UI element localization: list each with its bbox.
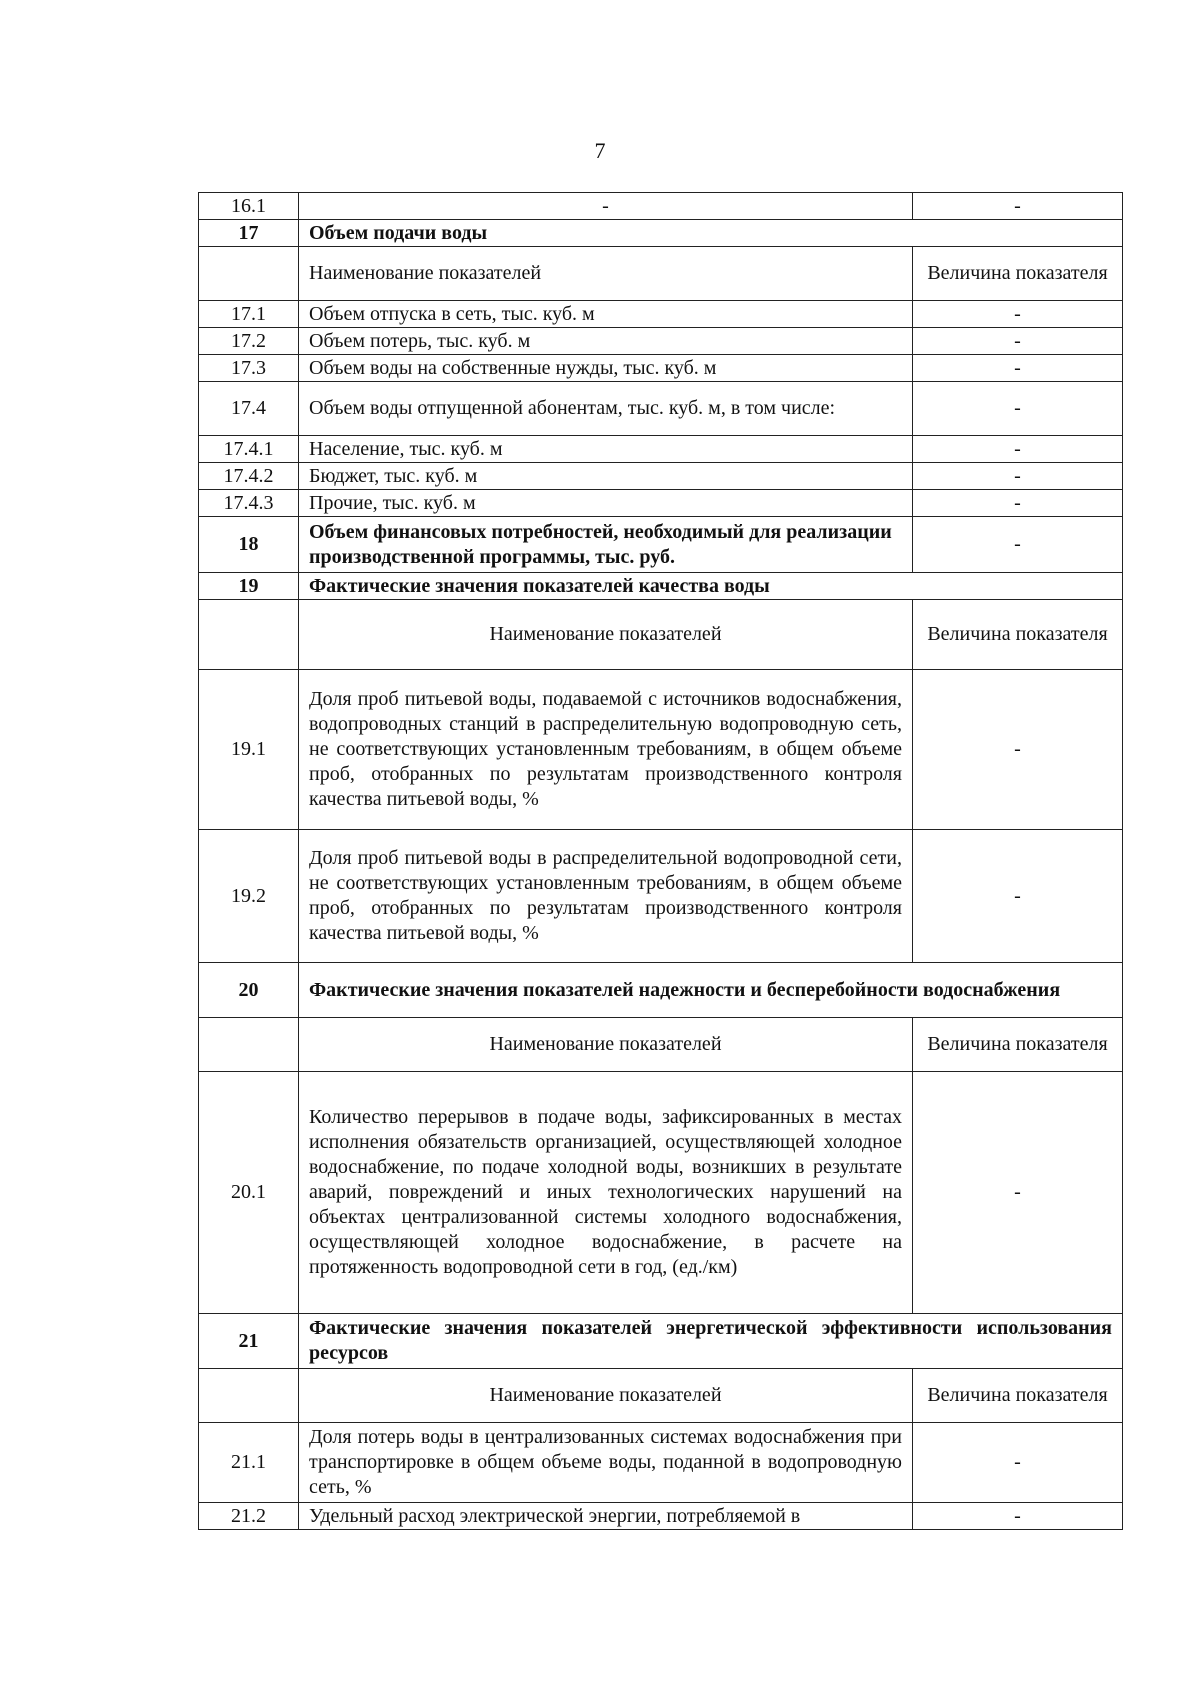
indicator-name: Удельный расход электрической энергии, потребляемой в	[299, 1503, 913, 1530]
header-row	[199, 247, 1123, 301]
table-row	[199, 328, 1123, 355]
header-row	[199, 600, 1123, 670]
indicator-name: Бюджет, тыс. куб. м	[299, 463, 913, 490]
header-value: Величина показателя	[913, 247, 1123, 301]
indicator-name: Объем воды на собственные нужды, тыс. куб. м	[299, 355, 913, 382]
section-title: Объем подачи воды	[299, 220, 1123, 247]
row-number: 17.4.1	[199, 436, 299, 463]
indicator-value: -	[913, 1072, 1123, 1314]
indicator-value: -	[913, 355, 1123, 382]
table-row	[199, 670, 1123, 830]
section-row	[199, 1314, 1123, 1369]
indicator-name: Количество перерывов в подаче воды, зафиксированных в местах исполнения обязательств организацией, осуществляющей холодное водоснабжение, по подаче холодной воды, возникших в результате аварий, повреждений и иных технологических нарушений на объектах централизованной системы холодного водоснабжения, осуществляющей холодное водоснабжение, в расчете на протяженность водопроводной сети в год, (ед./км)	[299, 1072, 913, 1314]
row-number: 21.2	[199, 1503, 299, 1530]
indicator-name: Прочие, тыс. куб. м	[299, 490, 913, 517]
row-number: 17.2	[199, 328, 299, 355]
table-row	[199, 830, 1123, 963]
section-row	[199, 573, 1123, 600]
row-number: 17.4.3	[199, 490, 299, 517]
section-title: Фактические значения показателей качества воды	[299, 573, 1123, 600]
indicator-name: Объем отпуска в сеть, тыс. куб. м	[299, 301, 913, 328]
page-number: 7	[594, 138, 606, 163]
table-row	[199, 463, 1123, 490]
header-name: Наименование показателей	[299, 1369, 913, 1423]
row-number: 20.1	[199, 1072, 299, 1314]
header-row	[199, 1369, 1123, 1423]
indicator-name: Доля потерь воды в централизованных системах водоснабжения при транспортировке в общем объеме воды, поданной в водопроводную сеть, %	[299, 1423, 913, 1503]
empty-cell	[199, 600, 299, 670]
indicator-value: -	[913, 1423, 1123, 1503]
indicator-value: -	[913, 830, 1123, 963]
row-number: 17.4.2	[199, 463, 299, 490]
table-row	[199, 382, 1123, 436]
empty-cell	[199, 1369, 299, 1423]
header-row	[199, 1018, 1123, 1072]
indicator-name: Доля проб питьевой воды, подаваемой с источников водоснабжения, водопроводных станций в распределительную водопроводную сеть, не соответствующих установленным требованиям, в общем объеме проб, отобранных по результатам производственного контроля качества питьевой воды, %	[299, 670, 913, 830]
section-row	[199, 963, 1123, 1018]
header-name: Наименование показателей	[299, 247, 913, 301]
indicator-value: -	[913, 193, 1123, 220]
indicator-value: -	[913, 463, 1123, 490]
row-number: 21.1	[199, 1423, 299, 1503]
section-row	[199, 220, 1123, 247]
table-row	[199, 490, 1123, 517]
section-title: Фактические значения показателей энергетической эффективности использования ресурсов	[299, 1314, 1123, 1369]
table-row	[199, 1072, 1123, 1314]
row-number: 17.4	[199, 382, 299, 436]
indicator-name: Доля проб питьевой воды в распределительной водопроводной сети, не соответствующих установленным требованиям, в общем объеме проб, отобранных по результатам производственного контроля качества питьевой воды, %	[299, 830, 913, 963]
table-row	[199, 301, 1123, 328]
empty-cell	[199, 1018, 299, 1072]
row-number: 19.1	[199, 670, 299, 830]
row-number: 17.3	[199, 355, 299, 382]
empty-cell	[199, 247, 299, 301]
header-value: Величина показателя	[913, 1018, 1123, 1072]
indicator-value: -	[913, 301, 1123, 328]
indicator-value: -	[913, 517, 1123, 573]
section-number: 21	[199, 1314, 299, 1369]
indicator-value: -	[913, 328, 1123, 355]
indicator-name: Население, тыс. куб. м	[299, 436, 913, 463]
table-row	[199, 193, 1123, 220]
section-number: 17	[199, 220, 299, 247]
indicator-name: Объем финансовых потребностей, необходимый для реализации производственной программы, тыс. руб.	[299, 517, 913, 573]
indicator-name: Объем воды отпущенной абонентам, тыс. куб. м, в том числе:	[299, 382, 913, 436]
table-row	[199, 436, 1123, 463]
header-value: Величина показателя	[913, 600, 1123, 670]
header-value: Величина показателя	[913, 1369, 1123, 1423]
header-name: Наименование показателей	[299, 1018, 913, 1072]
row-number: 19.2	[199, 830, 299, 963]
row-number: 18	[199, 517, 299, 573]
table-row	[199, 1503, 1123, 1530]
header-name: Наименование показателей	[299, 600, 913, 670]
indicator-name: -	[299, 193, 913, 220]
table-row	[199, 1423, 1123, 1503]
indicator-value: -	[913, 382, 1123, 436]
section-number: 19	[199, 573, 299, 600]
indicator-value: -	[913, 436, 1123, 463]
indicator-name: Объем потерь, тыс. куб. м	[299, 328, 913, 355]
indicator-value: -	[913, 1503, 1123, 1530]
indicators-table	[198, 192, 1123, 1530]
table-row	[199, 517, 1123, 573]
row-number: 16.1	[199, 193, 299, 220]
section-number: 20	[199, 963, 299, 1018]
row-number: 17.1	[199, 301, 299, 328]
indicator-value: -	[913, 670, 1123, 830]
section-title: Фактические значения показателей надежности и бесперебойности водоснабжения	[299, 963, 1123, 1018]
table-row	[199, 355, 1123, 382]
indicator-value: -	[913, 490, 1123, 517]
